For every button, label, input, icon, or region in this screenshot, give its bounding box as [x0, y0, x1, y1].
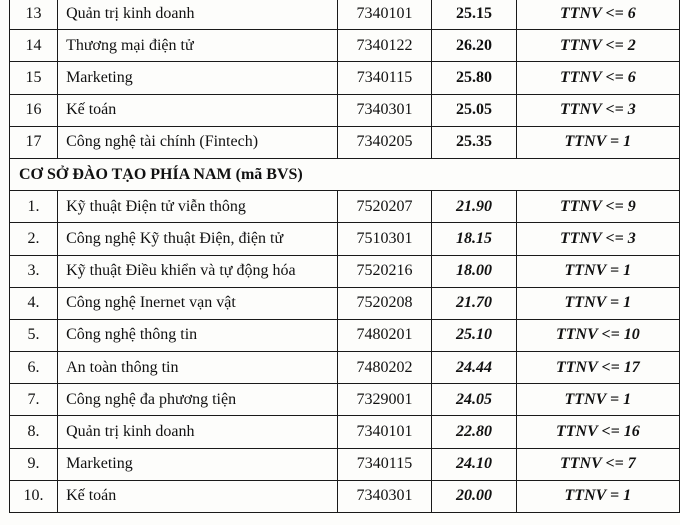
table-row — [10, 352, 680, 384]
table-row — [10, 223, 680, 255]
priority-condition: TTNV <= 6 — [516, 0, 679, 30]
major-code: 7520216 — [337, 255, 432, 287]
row-number: 14 — [10, 30, 58, 62]
row-number: 7. — [10, 384, 58, 416]
priority-condition: TTNV <= 3 — [516, 223, 679, 255]
priority-condition: TTNV <= 9 — [516, 191, 679, 223]
priority-condition: TTNV <= 17 — [516, 352, 679, 384]
row-number: 13 — [10, 0, 58, 30]
priority-condition: TTNV = 1 — [516, 126, 679, 158]
priority-condition: TTNV <= 7 — [516, 448, 679, 480]
major-name: Kế toán — [58, 94, 338, 126]
major-name: Công nghệ Kỹ thuật Điện, điện tử — [58, 223, 338, 255]
table-row — [10, 126, 680, 158]
section-header-group — [10, 158, 680, 190]
table-row — [10, 94, 680, 126]
cutoff-score: 24.05 — [432, 384, 516, 416]
row-number: 9. — [10, 448, 58, 480]
cutoff-score: 18.15 — [432, 223, 516, 255]
major-code: 7480201 — [337, 319, 432, 351]
table-row — [10, 30, 680, 62]
major-name: Marketing — [58, 62, 338, 94]
major-name: Công nghệ thông tin — [58, 319, 338, 351]
cutoff-score: 26.20 — [432, 30, 516, 62]
row-number: 17 — [10, 126, 58, 158]
row-number: 1. — [10, 191, 58, 223]
north-campus-rows — [10, 0, 680, 158]
table-row — [10, 191, 680, 223]
major-code: 7510301 — [337, 223, 432, 255]
major-name: Công nghệ tài chính (Fintech) — [58, 126, 338, 158]
priority-condition: TTNV <= 6 — [516, 62, 679, 94]
row-number: 2. — [10, 223, 58, 255]
major-name: Công nghệ Inernet vạn vật — [58, 287, 338, 319]
priority-condition: TTNV = 1 — [516, 287, 679, 319]
cutoff-score: 24.10 — [432, 448, 516, 480]
cutoff-score: 20.00 — [432, 480, 516, 512]
table-row — [10, 384, 680, 416]
cutoff-score: 25.15 — [432, 0, 516, 30]
major-name: Quản trị kinh doanh — [58, 0, 338, 30]
table-row — [10, 448, 680, 480]
priority-condition: TTNV <= 16 — [516, 416, 679, 448]
major-code: 7340301 — [337, 480, 432, 512]
major-code: 7340115 — [337, 448, 432, 480]
cutoff-score: 21.90 — [432, 191, 516, 223]
cutoff-score: 21.70 — [432, 287, 516, 319]
priority-condition: TTNV <= 10 — [516, 319, 679, 351]
row-number: 15 — [10, 62, 58, 94]
major-code: 7480202 — [337, 352, 432, 384]
admission-score-table — [9, 0, 680, 513]
major-name: Thương mại điện tử — [58, 30, 338, 62]
section-title: CƠ SỞ ĐÀO TẠO PHÍA NAM (mã BVS) — [10, 158, 680, 190]
major-code: 7340101 — [337, 0, 432, 30]
cutoff-score: 25.10 — [432, 319, 516, 351]
major-code: 7340115 — [337, 62, 432, 94]
priority-condition: TTNV = 1 — [516, 480, 679, 512]
section-header-row — [10, 158, 680, 190]
priority-condition: TTNV = 1 — [516, 255, 679, 287]
major-code: 7329001 — [337, 384, 432, 416]
table-row — [10, 480, 680, 512]
priority-condition: TTNV <= 2 — [516, 30, 679, 62]
major-code: 7340122 — [337, 30, 432, 62]
cutoff-score: 18.00 — [432, 255, 516, 287]
cutoff-score: 25.05 — [432, 94, 516, 126]
major-name: An toàn thông tin — [58, 352, 338, 384]
major-name: Marketing — [58, 448, 338, 480]
row-number: 8. — [10, 416, 58, 448]
cutoff-score: 24.44 — [432, 352, 516, 384]
row-number: 10. — [10, 480, 58, 512]
cutoff-score: 25.80 — [432, 62, 516, 94]
major-name: Kỹ thuật Điều khiển và tự động hóa — [58, 255, 338, 287]
major-name: Công nghệ đa phương tiện — [58, 384, 338, 416]
row-number: 6. — [10, 352, 58, 384]
cutoff-score: 25.35 — [432, 126, 516, 158]
major-code: 7520208 — [337, 287, 432, 319]
major-code: 7340301 — [337, 94, 432, 126]
table-row — [10, 255, 680, 287]
row-number: 4. — [10, 287, 58, 319]
table-row — [10, 62, 680, 94]
major-name: Kế toán — [58, 480, 338, 512]
major-code: 7340101 — [337, 416, 432, 448]
table-row — [10, 287, 680, 319]
row-number: 3. — [10, 255, 58, 287]
major-name: Quản trị kinh doanh — [58, 416, 338, 448]
row-number: 5. — [10, 319, 58, 351]
cutoff-score: 22.80 — [432, 416, 516, 448]
table-row — [10, 416, 680, 448]
south-campus-rows — [10, 191, 680, 513]
priority-condition: TTNV <= 3 — [516, 94, 679, 126]
row-number: 16 — [10, 94, 58, 126]
major-code: 7340205 — [337, 126, 432, 158]
table-row — [10, 319, 680, 351]
priority-condition: TTNV = 1 — [516, 384, 679, 416]
major-code: 7520207 — [337, 191, 432, 223]
table-row — [10, 0, 680, 30]
major-name: Kỹ thuật Điện tử viễn thông — [58, 191, 338, 223]
